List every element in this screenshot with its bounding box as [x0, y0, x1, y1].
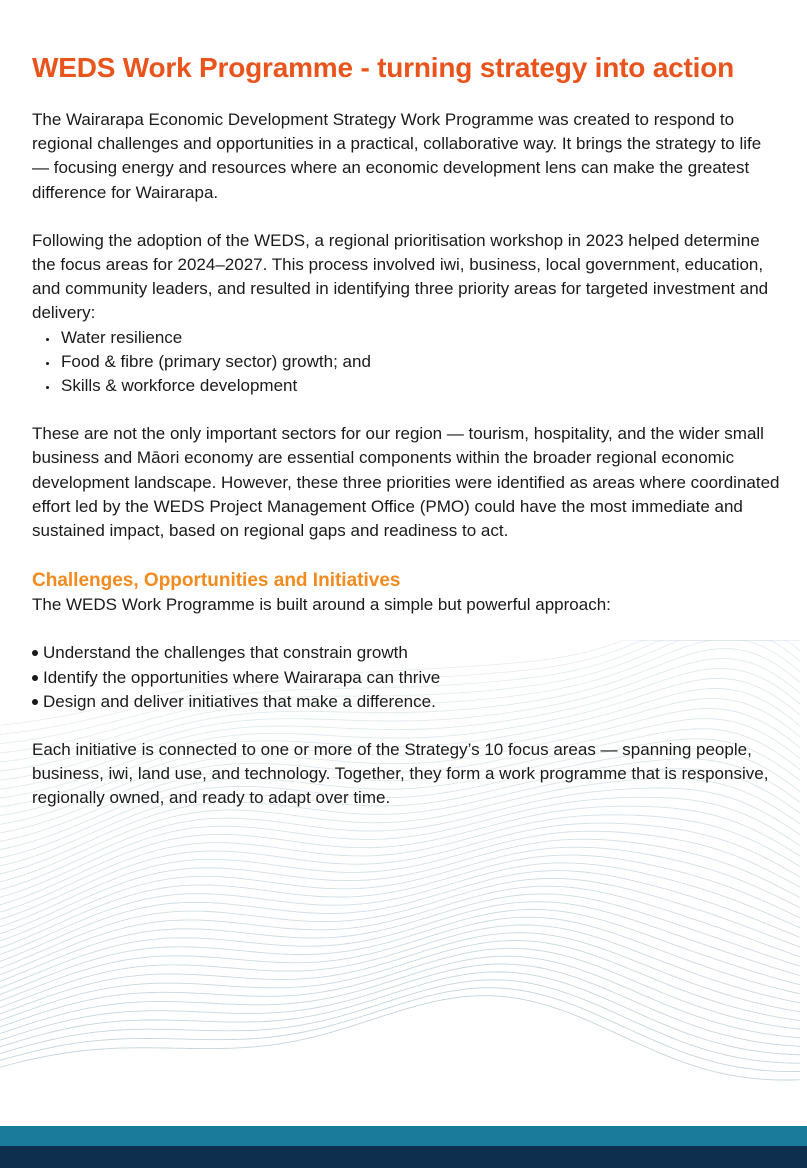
approach-steps-list [32, 641, 780, 714]
priority-areas-list [32, 326, 780, 399]
approach-intro: The WEDS Work Programme is built around a simple but powerful approach: [32, 595, 611, 615]
list-item: Design and deliver initiatives that make a difference. [32, 690, 780, 714]
wave-line [0, 996, 800, 1080]
list-item: Understand the challenges that constrain growth [32, 641, 780, 665]
footer-navy-band [0, 1146, 807, 1168]
list-item: Food & fibre (primary sector) growth; and [46, 350, 780, 374]
sectors-paragraph: These are not the only important sectors for our region — tourism, hospitality, and the wider small business and Māori economy are essential components within the broader regional economic development landscape. However, these three priorities were identified as areas where coordinated effort led by the WEDS Project Management Office (PMO) could have the most immediate and sustained impact, based on regional gaps and readiness to act. [32, 424, 780, 541]
section-heading: Challenges, Opportunities and Initiatives [32, 570, 401, 592]
wave-line [0, 948, 800, 1029]
closing-paragraph: Each initiative is connected to one or more of the Strategy’s 10 focus areas — spanning people, business, iwi, land use, and technology. Together, they form a work programme that is responsive, regionally owned, and ready to adapt over time. [32, 740, 769, 808]
list-item: Water resilience [46, 326, 780, 350]
footer-teal-band [0, 1126, 807, 1146]
wave-line [0, 878, 800, 968]
wave-line [0, 964, 800, 1046]
document-content [32, 48, 780, 811]
intro-paragraph: The Wairarapa Economic Development Strategy Work Programme was created to respond to regional challenges and opportunities in a practical, collaborative way. It brings the strategy to life — focusing energy and resources where an economic development lens can make the greatest difference for Wairarapa. [32, 110, 762, 202]
list-item: Identify the opportunities where Wairarapa can thrive [32, 666, 780, 690]
prioritisation-paragraph: Following the adoption of the WEDS, a regional prioritisation workshop in 2023 helped determine the focus areas for 2024–2027. This process involved iwi, business, local government, education, and community leaders, and resulted in identifying three priority areas for targeted investment and delivery: [32, 230, 769, 323]
list-item: Skills & workforce development [46, 374, 780, 398]
page-title: WEDS Work Programme - turning strategy into action [32, 52, 735, 83]
